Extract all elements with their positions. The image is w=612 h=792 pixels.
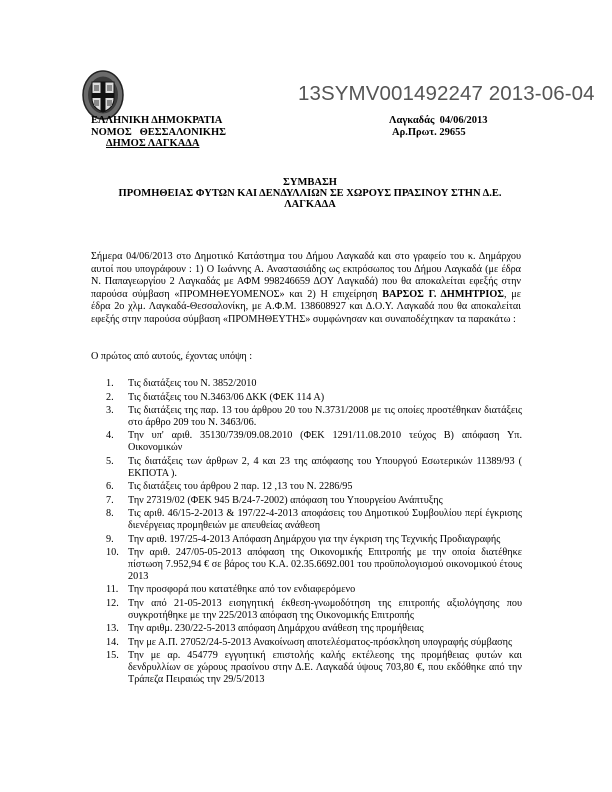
list-item-number: 1. <box>106 378 114 389</box>
list-item-number: 11. <box>106 584 119 596</box>
ada-document-code: 13SYMV001492247 2013-06-04 <box>298 82 595 105</box>
list-item-text: Την 27319/02 (ΦΕΚ 945 Β/24-7-2002) απόφαση του Υπουργείου Ανάπτυξης <box>128 494 443 506</box>
list-item <box>106 405 522 429</box>
list-item-number: 4. <box>106 430 114 442</box>
list-item <box>106 495 522 507</box>
emblem-icon <box>81 68 125 122</box>
list-item-number: 12. <box>106 597 119 609</box>
list-item <box>106 534 522 546</box>
list-item-text: Την προσφορά που κατατέθηκε από τον ενδιαφερόμενο <box>128 584 356 596</box>
list-item <box>106 392 522 404</box>
list-item-number: 6. <box>106 481 114 493</box>
protocol-number: Αρ.Πρωτ. 29655 <box>392 126 466 138</box>
list-item <box>106 378 522 390</box>
list-item-number: 7. <box>106 494 114 506</box>
list-item-text: Την αριθμ. 230/22-5-2013 απόφαση Δημάρχου ανάθεση της προμήθειας <box>128 623 424 635</box>
greek-coat-of-arms-emblem <box>81 68 125 122</box>
list-item-text: Την υπ' αριθ. 35130/739/09.08.2010 (ΦΕΚ 1291/11.08.2010 τεύχος Β) απόφαση Υπ. Οικονομικών <box>128 430 522 454</box>
issuer-prefecture: ΝΟΜΟΣ ΘΕΣΣΑΛΟΝΙΚΗΣ <box>91 126 227 138</box>
list-item-text: Τις διατάξεις του Ν. 3852/2010 <box>128 378 257 389</box>
list-item-number: 15. <box>106 650 119 662</box>
intro-text-part2: , με έδρα 2ο χλμ. Λαγκαδά-Θεσσαλονίκη, με Α.Φ.Μ. 138608927 και Δ.Ο.Υ. Λαγκαδά που θα αποκαλείται εφεξής στην παρούσα σύμβαση «ΠΡΟΜΗΘΕΥΤΗΣ» συμφώνησαν και συναποδέχτηκαν τα παρακάτω : <box>91 288 521 325</box>
list-item <box>106 508 522 532</box>
intro-text-part1: Σήμερα 04/06/2013 στο Δημοτικό Κατάστημα του Δήμου Λαγκαδά και στο γραφείο του κ. Δημάρχου αυτοί που υπογράφουν : 1) Ο Ιωάννης Α. Αναστασιάδης ως εκπρόσωπος του Δήμου Λαγκαδά (με έδρα Ν. Παπαγεωργίου 2 Λαγκαδάς με ΑΦΜ 998246659 ΔΟΥ Λαγκαδά) που θα αποκαλείται εφεξής στην παρούσα σύμβαση «ΠΡΟΜΗΘΕΥΟΜΕΝΟΣ» και 2) Η επιχείρηση <box>91 251 521 300</box>
list-item <box>106 584 522 596</box>
list-item-number: 2. <box>106 391 114 403</box>
list-item-text: Την αριθ. 247/05-05-2013 απόφαση της Οικονομικής Επιτροπής με την οποία διατέθηκε πίστωση 7.952,94 € σε βάρος του Κ.Α. 02.35.6692.001 του προϋπολογισμού οικονομικού έτους 2013 <box>128 547 522 582</box>
list-item-number: 8. <box>106 508 114 520</box>
considerations-list <box>106 378 522 688</box>
list-item <box>106 481 522 493</box>
list-item-number: 5. <box>106 455 114 467</box>
list-item-number: 3. <box>106 405 114 416</box>
list-item-text: Τις διατάξεις του Ν.3463/06 ΔΚΚ (ΦΕΚ 114 Α) <box>128 391 325 403</box>
list-item <box>106 547 522 583</box>
list-item-text: Την από 21-05-2013 εισηγητική έκθεση-γνωμοδότηση της επιτροπής αξιολόγησης που συγκροτήθηκε με την 225/2013 απόφαση της Οικονομικής Επιτροπής <box>128 597 522 621</box>
list-item-number: 9. <box>106 533 114 545</box>
list-item <box>106 650 522 686</box>
list-item <box>106 598 522 622</box>
list-item-text: Τις διατάξεις του άρθρου 2 παρ. 12 ,13 του Ν. 2286/95 <box>128 481 353 493</box>
list-item-text: Τις διατάξεις της παρ. 13 του άρθρου 20 του Ν.3731/2008 με τις οποίες προστέθηκαν διατάξεις στο άρθρο 209 του Ν. 3463/06. <box>128 405 522 428</box>
issuer-block <box>91 115 226 150</box>
list-item <box>106 623 522 635</box>
list-item-number: 10. <box>106 547 119 559</box>
contractor-name: ΒΑΡΣΟΣ Γ. ΔΗΜΗΤΡΙΟΣ <box>382 288 504 300</box>
title-line-2: ΠΡΟΜΗΘΕΙΑΣ ΦΥΤΩΝ ΚΑΙ ΔΕΝΔΥΛΛΙΩΝ ΣΕ ΧΩΡΟΥΣ ΠΡΑΣΙΝΟΥ ΣΤΗΝ Δ.Ε. <box>118 188 502 200</box>
issuer-country: ΕΛΛΗΝΙΚΗ ΔΗΜΟΚΡΑΤΙΑ <box>91 115 223 126</box>
list-item-number: 14. <box>106 636 119 648</box>
list-item-text: Την με Α.Π. 27052/24-5-2013 Ανακοίνωση αποτελέσματος-πρόσκληση υπογραφής σύμβασης <box>128 636 513 648</box>
issuer-municipality: ΔΗΜΟΣ ΛΑΓΚΑΔΑ <box>106 138 200 149</box>
list-item <box>106 430 522 454</box>
list-item-text: Την αριθ. 197/25-4-2013 Απόφαση Δημάρχου για την έγκριση της Τεχνικής Προδιαγραφής <box>128 533 501 545</box>
place-date: Λαγκαδάς 04/06/2013 <box>389 115 488 126</box>
title-line-3: ΛΑΓΚΑΔΑ <box>284 199 336 211</box>
list-item <box>106 637 522 649</box>
date-protocol-block <box>389 115 488 138</box>
list-item-number: 13. <box>106 623 119 635</box>
list-item-text: Τις αριθ. 46/15-2-2013 & 197/22-4-2013 αποφάσεις του Δημοτικού Συμβουλίου περί έγκρισης διενέργειας προμηθειών με απευθείας ανάθεση <box>128 508 522 532</box>
title-line-1: ΣΥΜΒΑΣΗ <box>283 177 337 188</box>
document-title <box>80 177 540 211</box>
considerations-lead: Ο πρώτος από αυτούς, έχοντας υπόψη : <box>91 351 253 362</box>
list-item-text: Τις διατάξεις των άρθρων 2, 4 και 23 της απόφασης του Υπουργού Εσωτερικών 11389/93 ( ΕΚΠΟΤΑ ). <box>128 455 522 479</box>
intro-paragraph <box>91 251 521 327</box>
list-item-text: Την με αρ. 454779 εγγυητική επιστολής καλής εκτέλεσης της προμήθειας φυτών και δενδρυλλίων σε χώρους πρασίνου στην Δ.Ε. Λαγκαδά ύψους 703,80 €, που εκδόθηκε από την Τράπεζα Πειραιώς την 29/5/2013 <box>128 650 522 686</box>
list-item <box>106 456 522 480</box>
